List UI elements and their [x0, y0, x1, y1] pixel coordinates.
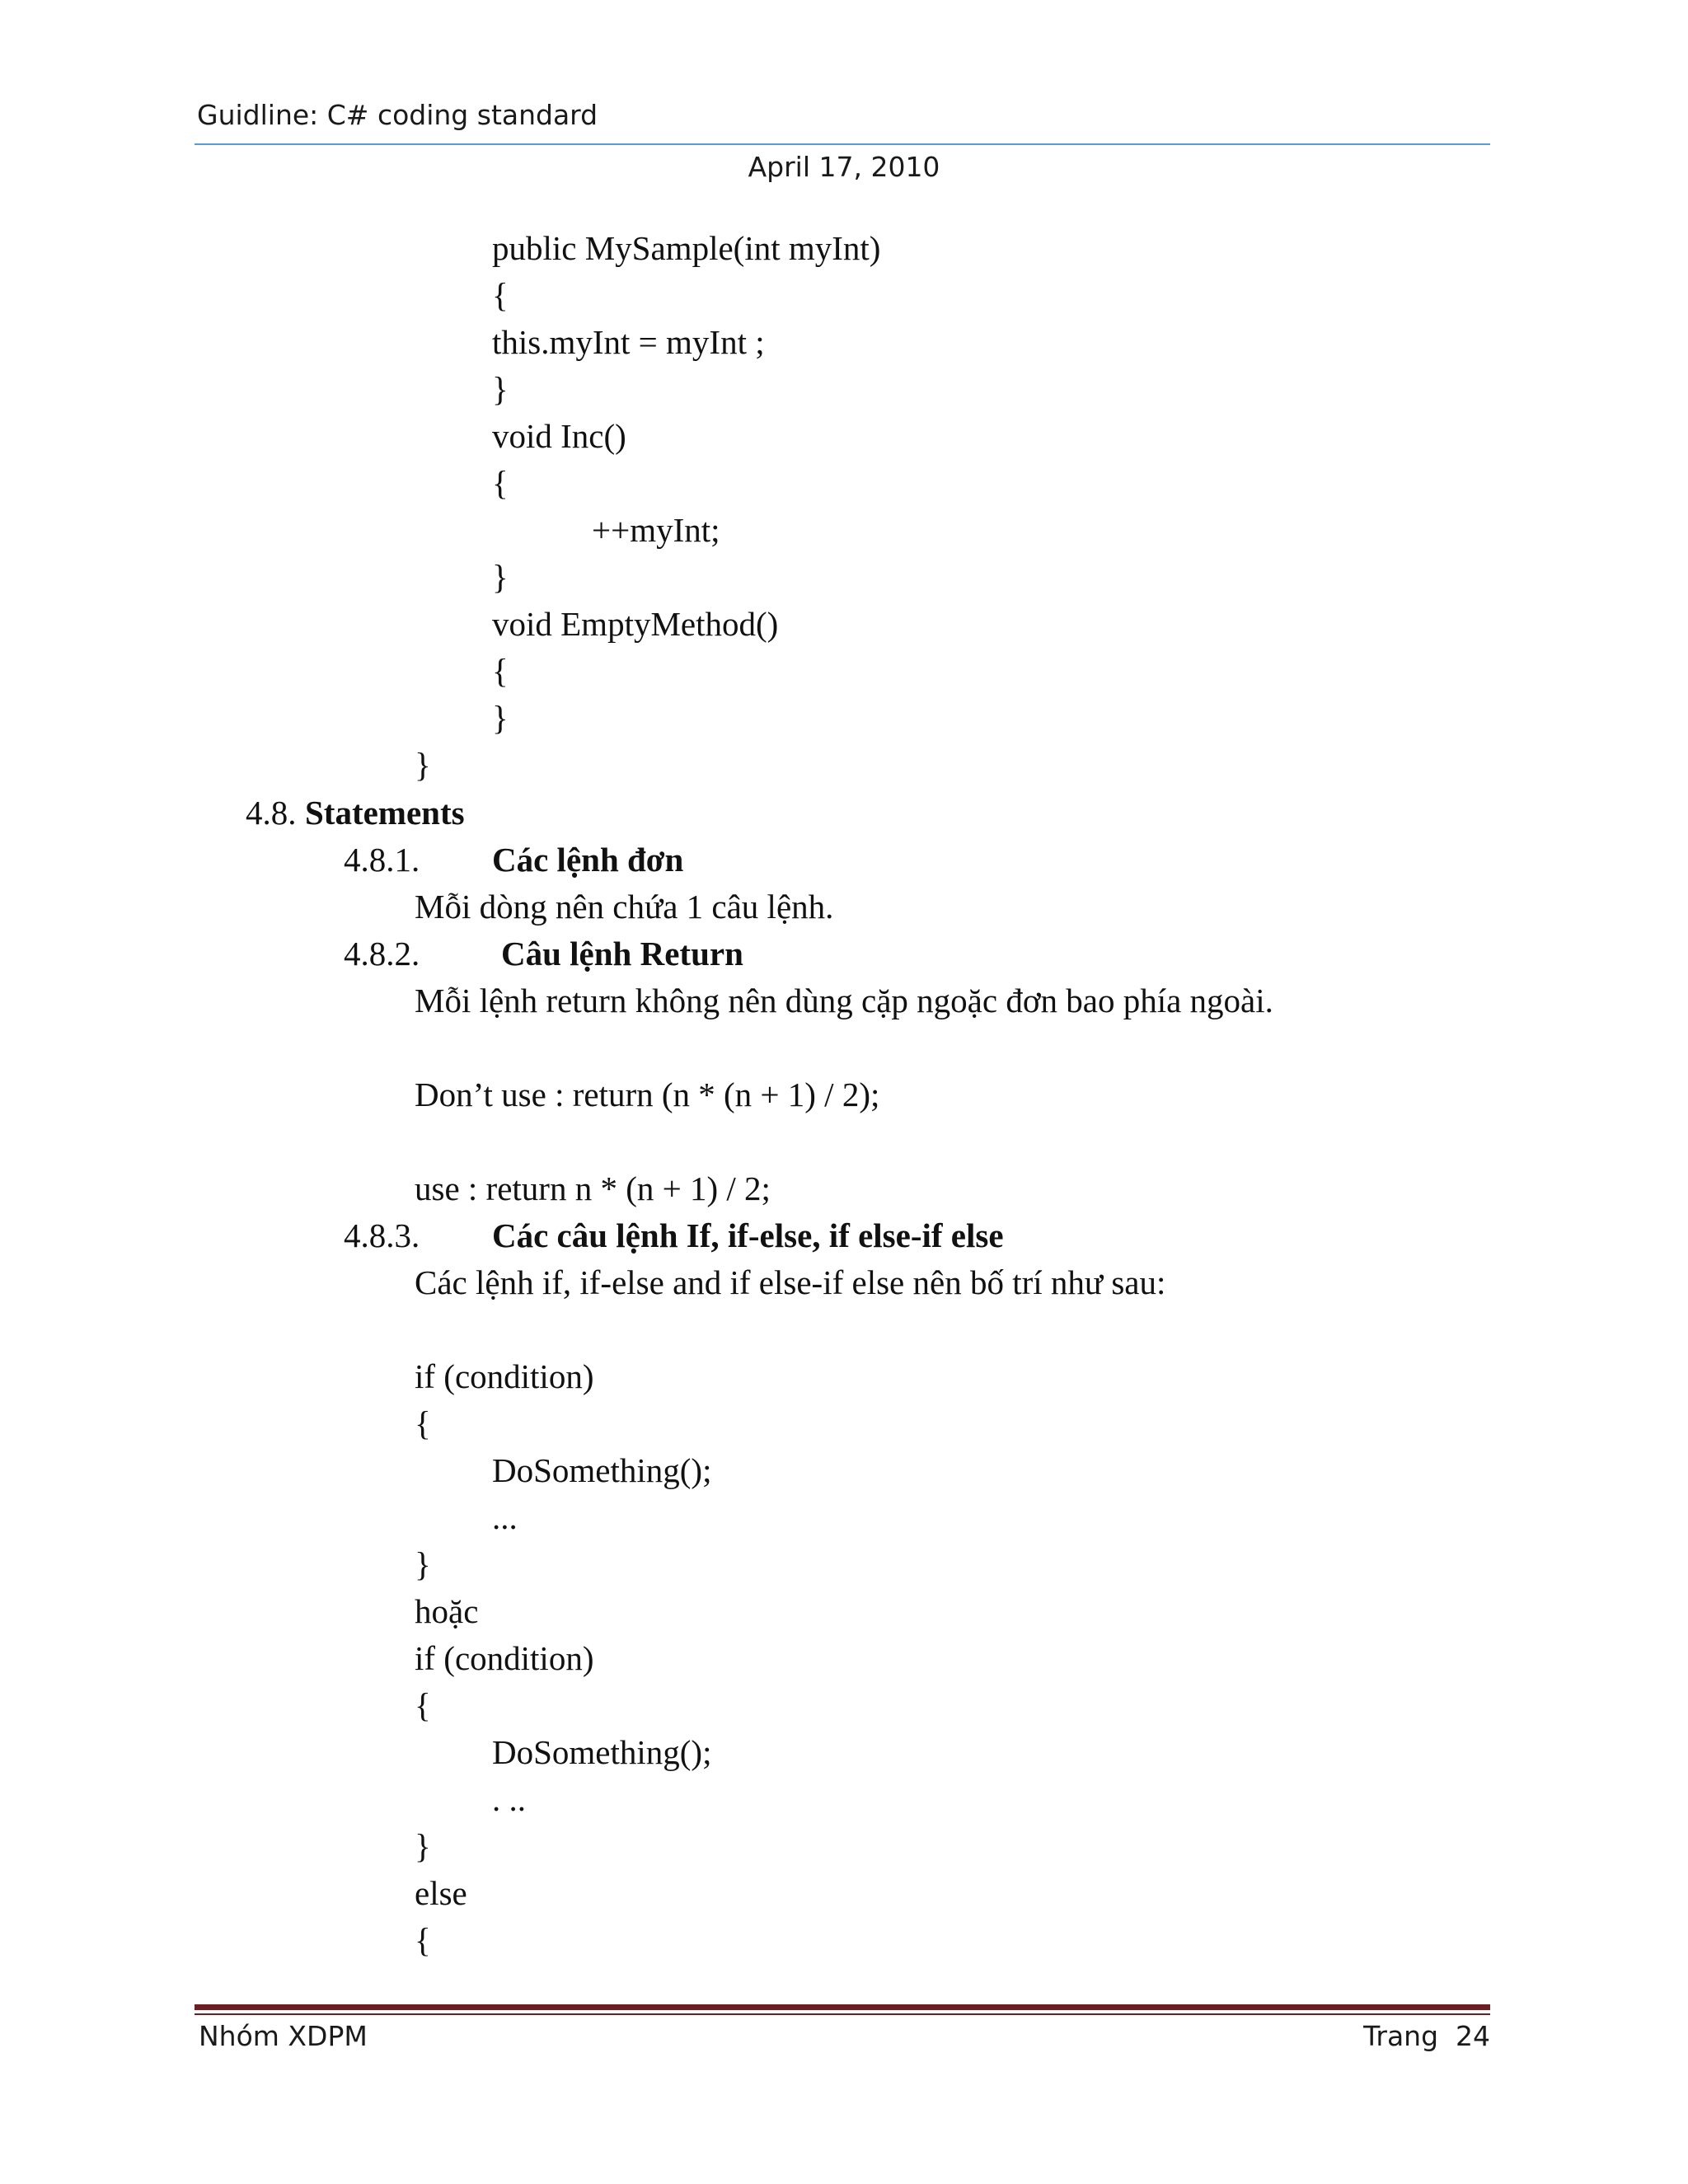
paragraph: Mỗi lệnh return không nên dùng cặp ngoặc đơn bao phía ngoài.	[415, 982, 1273, 1019]
code-line: {	[492, 276, 509, 314]
code-line: void Inc()	[492, 417, 626, 455]
code-line: ...	[492, 1498, 518, 1536]
section-heading: Statements	[305, 794, 465, 832]
code-line: else	[415, 1874, 467, 1912]
code-line: }	[492, 699, 509, 737]
subsection-heading: Các câu lệnh If, if-else, if else-if else	[492, 1216, 1004, 1254]
header-date: April 17, 2010	[748, 151, 940, 183]
code-line: ++myInt;	[592, 511, 720, 549]
code-line: DoSomething();	[492, 1451, 712, 1489]
code-line: hoặc	[415, 1592, 479, 1630]
code-line: {	[415, 1404, 431, 1442]
footer-rule-thin	[195, 2013, 1490, 2015]
code-line: {	[492, 652, 509, 690]
subsection-number: 4.8.3.	[344, 1216, 420, 1254]
code-line: }	[492, 370, 509, 408]
paragraph: Mỗi dòng nên chứa 1 câu lệnh.	[415, 888, 834, 926]
subsection-number: 4.8.2.	[344, 935, 420, 972]
code-line: DoSomething();	[492, 1733, 712, 1771]
code-line: }	[492, 558, 509, 596]
section-number: 4.8.	[246, 794, 297, 832]
header-title: Guidline: C# coding standard	[197, 99, 598, 131]
header-rule	[195, 143, 1490, 145]
code-line: {	[492, 464, 509, 502]
code-line: }	[415, 746, 431, 784]
subsection-number: 4.8.1.	[344, 841, 420, 879]
code-line: if (condition)	[415, 1639, 594, 1677]
footer-rule	[195, 2004, 1490, 2010]
subsection-heading: Câu lệnh Return	[501, 935, 743, 972]
code-line: public MySample(int myInt)	[492, 229, 881, 267]
code-line: void EmptyMethod()	[492, 605, 779, 643]
code-example-use: use : return n * (n + 1) / 2;	[415, 1169, 771, 1207]
code-line: }	[415, 1545, 431, 1583]
code-line: }	[415, 1827, 431, 1865]
subsection-heading: Các lệnh đơn	[492, 841, 684, 879]
code-line: . ..	[492, 1780, 526, 1818]
paragraph: Các lệnh if, if-else and if else-if else nên bố trí như sau:	[415, 1263, 1166, 1301]
footer-page-number: Trang 24	[1363, 2020, 1490, 2052]
code-line: {	[415, 1921, 431, 1959]
code-example-dont: Don’t use : return (n * (n + 1) / 2);	[415, 1076, 880, 1113]
footer-group-name: Nhóm XDPM	[199, 2020, 368, 2052]
code-line: if (condition)	[415, 1357, 594, 1395]
code-line: {	[415, 1686, 431, 1724]
code-line: this.myInt = myInt ;	[492, 323, 765, 361]
